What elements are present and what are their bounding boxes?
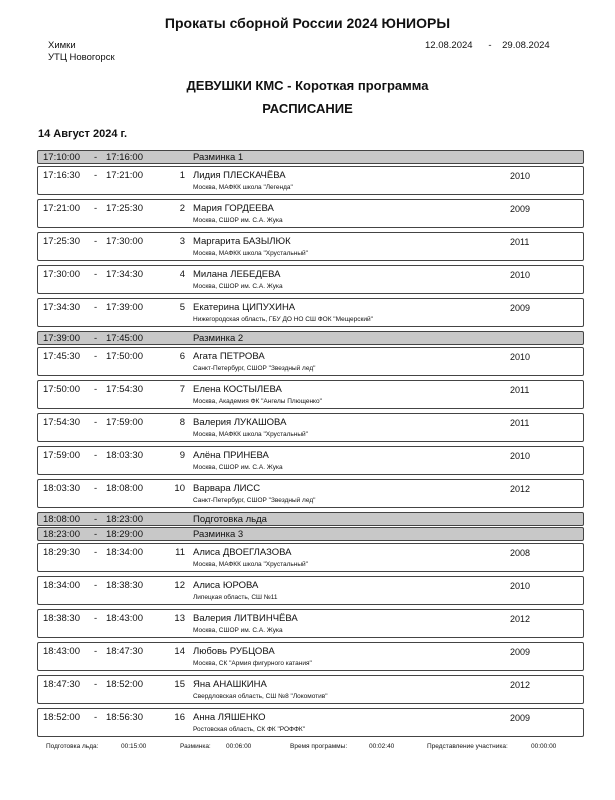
session-label: Разминка 1: [193, 152, 244, 163]
start-number: 8: [179, 417, 185, 428]
start-time: 17:10:00: [43, 152, 80, 163]
intro-value: 00:00:00: [531, 743, 557, 750]
end-time: 17:59:00: [106, 417, 143, 428]
schedule-athlete-row: [37, 543, 584, 572]
athlete-name: Алёна ПРИНЕВА: [193, 450, 269, 461]
session-label: Разминка 3: [193, 529, 244, 540]
athlete-club: Москва, МАФКК школа "Хрустальный": [193, 431, 308, 438]
birth-year: 2010: [510, 171, 531, 181]
end-time: 18:03:30: [106, 450, 143, 461]
start-number: 6: [179, 351, 185, 362]
athlete-club: Липецкая область, СШ №11: [193, 594, 278, 601]
start-number: 3: [179, 236, 185, 247]
start-number: 14: [174, 646, 185, 657]
time-dash: -: [94, 613, 98, 624]
location-city: Химки: [48, 40, 76, 51]
birth-year: 2009: [510, 647, 531, 657]
start-time: 18:52:00: [43, 712, 80, 723]
start-time: 18:43:00: [43, 646, 80, 657]
birth-year: 2012: [510, 614, 531, 624]
end-time: 17:54:30: [106, 384, 143, 395]
athlete-club: Москва, Академия ФК "Ангелы Плющенко": [193, 398, 322, 405]
birth-year: 2008: [510, 548, 531, 558]
athlete-club: Санкт-Петербург, СШОР "Звездный лед": [193, 365, 316, 372]
athlete-name: Агата ПЕТРОВА: [193, 351, 265, 362]
start-number: 11: [175, 547, 185, 558]
date-start: 12.08.2024: [425, 40, 473, 51]
schedule-athlete-row: [37, 380, 584, 409]
start-time: 17:25:30: [43, 236, 80, 247]
start-time: 17:30:00: [43, 269, 80, 280]
warmup-value: 00:06:00: [226, 743, 252, 750]
start-number: 4: [179, 269, 185, 280]
time-dash: -: [94, 236, 98, 247]
start-time: 18:47:30: [43, 679, 80, 690]
warmup-label: Разминка:: [180, 743, 211, 750]
schedule-athlete-row: [37, 708, 584, 737]
time-dash: -: [94, 580, 98, 591]
schedule-athlete-row: [37, 675, 584, 704]
end-time: 17:45:00: [106, 333, 143, 344]
end-time: 17:39:00: [106, 302, 143, 313]
end-time: 18:38:30: [106, 580, 143, 591]
time-dash: -: [94, 712, 98, 723]
time-dash: -: [94, 203, 98, 214]
start-number: 10: [174, 483, 185, 494]
athlete-name: Маргарита БАЗЫЛЮК: [193, 236, 291, 247]
time-dash: -: [94, 269, 98, 280]
schedule-athlete-row: [37, 232, 584, 261]
birth-year: 2012: [510, 680, 531, 690]
athlete-club: Москва, СШОР им. С.А. Жука: [193, 283, 283, 290]
location-venue: УТЦ Новогорск: [48, 52, 115, 63]
birth-year: 2011: [510, 237, 530, 247]
athlete-club: Санкт-Петербург, СШОР "Звездный лед": [193, 497, 316, 504]
start-time-prefix: 17:: [43, 170, 57, 181]
session-label: Разминка 2: [193, 333, 244, 344]
date-end: 29.08.2024: [502, 40, 550, 51]
end-time: 18:56:30: [106, 712, 143, 723]
schedule-separator-row: [37, 331, 584, 345]
athlete-name: Екатерина ЦИПУХИНА: [193, 302, 296, 313]
start-time-rest: 16:30: [56, 170, 80, 181]
birth-year: 2010: [510, 270, 531, 280]
schedule-table: [37, 150, 584, 741]
athlete-club: Нижегородская область, ГБУ ДО НО СШ ФОК "Мещерский": [193, 316, 373, 323]
time-dash: -: [94, 384, 98, 395]
end-time: 18:08:00: [106, 483, 143, 494]
athlete-club: Ростовская область, СК ФК "РОФФК": [193, 726, 306, 733]
start-number: 9: [179, 450, 185, 461]
start-time: 17:54:30: [43, 417, 80, 428]
time-dash: -: [94, 333, 98, 344]
schedule-athlete-row: [37, 479, 584, 508]
end-time: 18:29:00: [106, 529, 143, 540]
start-number: 1: [179, 170, 185, 181]
time-dash: -: [94, 351, 98, 362]
athlete-club: Москва, СШОР им. С.А. Жука: [193, 217, 283, 224]
athlete-name: Анна ЛЯШЕНКО: [193, 712, 266, 723]
time-dash: -: [94, 529, 98, 540]
time-dash: -: [94, 483, 98, 494]
athlete-name: Варвара ЛИСС: [193, 483, 261, 494]
schedule-athlete-row: [37, 413, 584, 442]
birth-year: 2011: [510, 418, 530, 428]
end-time: 18:47:30: [106, 646, 143, 657]
end-time: 17:21:00: [106, 170, 143, 181]
birth-year: 2010: [510, 451, 531, 461]
start-time: 18:23:00: [43, 529, 80, 540]
birth-year: 2009: [510, 303, 531, 313]
schedule-athlete-row: [37, 298, 584, 327]
athlete-club: Москва, МАФКК школа "Хрустальный": [193, 250, 308, 257]
time-dash: -: [94, 547, 98, 558]
schedule-athlete-row: [37, 609, 584, 638]
athlete-name: Лидия ПЛЕСКАЧЁВА: [193, 170, 286, 181]
schedule-athlete-row: [37, 446, 584, 475]
time-dash: -: [94, 514, 98, 525]
date-separator: -: [488, 40, 492, 51]
program-time-label: Время программы:: [290, 743, 348, 750]
time-dash: -: [94, 417, 98, 428]
athlete-club: Москва, МАФКК школа "Легенда": [193, 184, 293, 191]
start-time: 17:59:00: [43, 450, 80, 461]
athlete-name: Алиса ДВОЕГЛАЗОВА: [193, 547, 292, 558]
end-time: 18:23:00: [106, 514, 143, 525]
time-dash: -: [94, 302, 98, 313]
start-number: 7: [179, 384, 185, 395]
end-time: 18:52:00: [106, 679, 143, 690]
start-time: 18:29:30: [43, 547, 80, 558]
start-number: 16: [174, 712, 185, 723]
time-dash: -: [94, 450, 98, 461]
time-dash: -: [94, 170, 98, 181]
schedule-athlete-row: [37, 576, 584, 605]
end-time: 17:30:00: [106, 236, 143, 247]
athlete-club: Свердловская область, СШ №8 "Локомотив": [193, 693, 328, 700]
schedule-separator-row: [37, 150, 584, 164]
athlete-name: Елена КОСТЫЛЕВА: [193, 384, 282, 395]
start-number: 5: [179, 302, 185, 313]
athlete-club: Москва, МАФКК школа "Хрустальный": [193, 561, 308, 568]
start-time: 18:03:30: [43, 483, 80, 494]
start-time: 18:38:30: [43, 613, 80, 624]
schedule-athlete-row: [37, 347, 584, 376]
start-time: [43, 170, 80, 181]
athlete-club: Москва, СШОР им. С.А. Жука: [193, 627, 283, 634]
ice-prep-label: Подготовка льда:: [46, 743, 99, 750]
start-time: 18:08:00: [43, 514, 80, 525]
end-time: 17:16:00: [106, 152, 143, 163]
schedule-athlete-row: [37, 265, 584, 294]
birth-year: 2011: [510, 385, 530, 395]
birth-year: 2010: [510, 352, 531, 362]
program-time-value: 00:02:40: [369, 743, 395, 750]
birth-year: 2009: [510, 713, 531, 723]
birth-year: 2009: [510, 204, 531, 214]
end-time: 17:25:30: [106, 203, 143, 214]
start-number: 2: [179, 203, 185, 214]
end-time: 17:34:30: [106, 269, 143, 280]
start-time: 17:34:30: [43, 302, 80, 313]
athlete-name: Валерия ЛУКАШОВА: [193, 417, 287, 428]
ice-prep-value: 00:15:00: [121, 743, 147, 750]
schedule-day: 14 Август 2024 г.: [38, 128, 128, 140]
end-time: 17:50:00: [106, 351, 143, 362]
birth-year: 2010: [510, 581, 531, 591]
schedule-athlete-row: [37, 166, 584, 195]
athlete-club: Москва, СШОР им. С.А. Жука: [193, 464, 283, 471]
athlete-name: Милана ЛЕБЕДЕВА: [193, 269, 281, 280]
start-time: 17:50:00: [43, 384, 80, 395]
start-time: 17:21:00: [43, 203, 80, 214]
start-time: 17:45:30: [43, 351, 80, 362]
schedule-separator-row: [37, 512, 584, 526]
birth-year: 2012: [510, 484, 531, 494]
start-number: 12: [174, 580, 185, 591]
event-dates: [425, 40, 550, 51]
athlete-name: Яна АНАШКИНА: [193, 679, 267, 690]
schedule-athlete-row: [37, 642, 584, 671]
start-time: 17:39:00: [43, 333, 80, 344]
time-dash: -: [94, 646, 98, 657]
start-number: 13: [174, 613, 185, 624]
end-time: 18:43:00: [106, 613, 143, 624]
athlete-club: Москва, СК "Армия фигурного катания": [193, 660, 312, 667]
start-time: 18:34:00: [43, 580, 80, 591]
time-dash: -: [94, 152, 98, 163]
category-title: ДЕВУШКИ КМС - Короткая программа: [186, 78, 429, 93]
intro-label: Представление участника:: [427, 743, 508, 750]
end-time: 18:34:00: [106, 547, 143, 558]
athlete-name: Валерия ЛИТВИНЧЁВА: [193, 613, 298, 624]
athlete-name: Алиса ЮРОВА: [193, 580, 259, 591]
event-title: Прокаты сборной России 2024 ЮНИОРЫ: [164, 15, 451, 31]
document-title: РАСПИСАНИЕ: [262, 101, 353, 116]
time-dash: -: [94, 679, 98, 690]
session-label: Подготовка льда: [193, 514, 267, 525]
schedule-separator-row: [37, 527, 584, 541]
start-number: 15: [174, 679, 185, 690]
schedule-athlete-row: [37, 199, 584, 228]
athlete-name: Мария ГОРДЕЕВА: [193, 203, 274, 214]
athlete-name: Любовь РУБЦОВА: [193, 646, 275, 657]
